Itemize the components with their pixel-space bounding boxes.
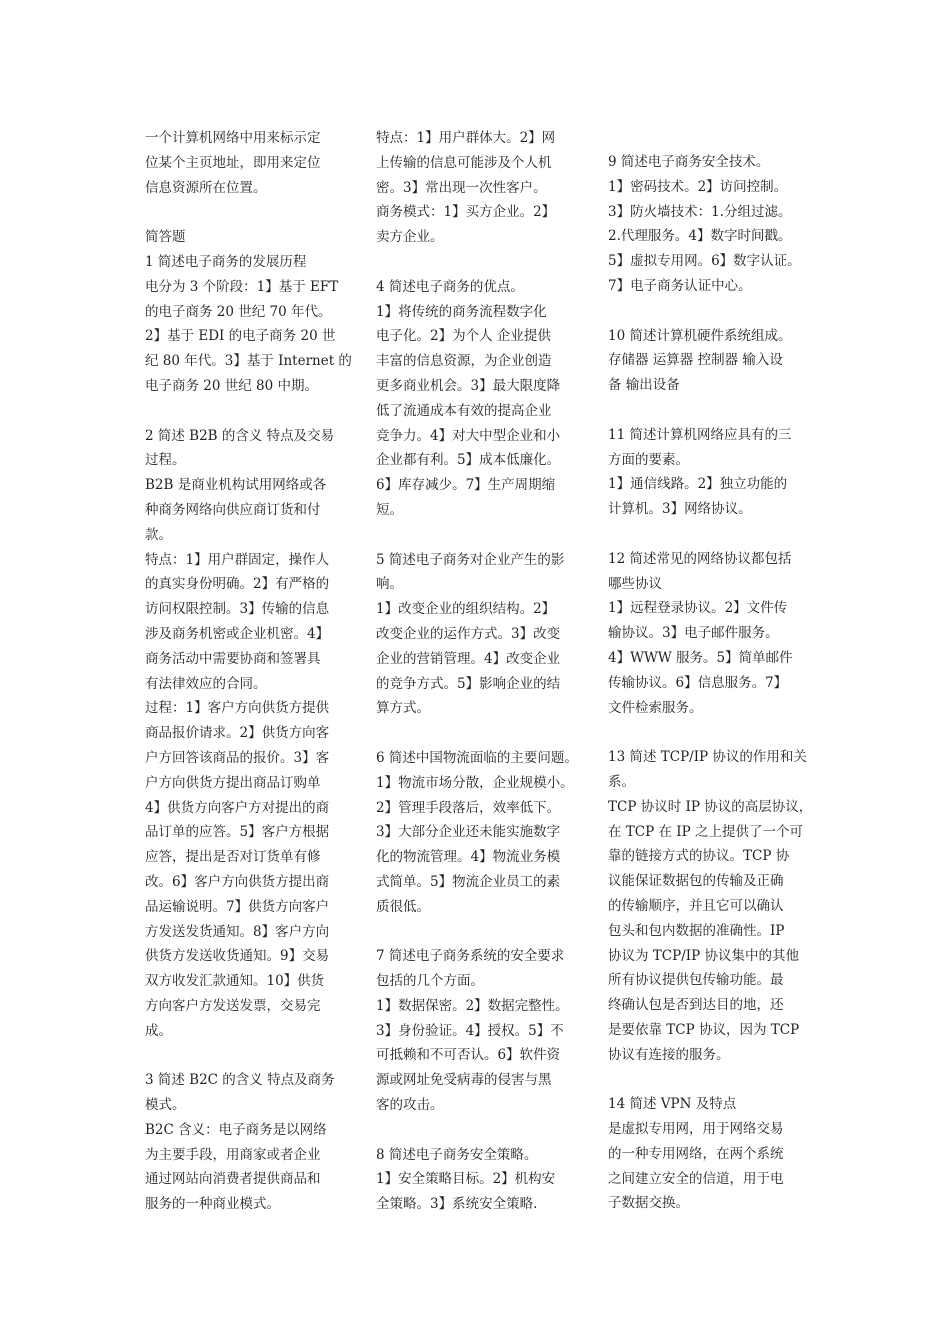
text-line: 协议有连接的服务。 <box>608 1046 730 1063</box>
text-line: 通过网站向消费者提供商品和 <box>145 1171 321 1188</box>
text-line: 户方回答该商品的报价。3】客 <box>145 749 330 766</box>
text-line: 电分为 3 个阶段：1】基于 EFT <box>145 278 339 295</box>
paragraph-gap <box>376 721 586 746</box>
text-line: 全策略。3】系统安全策略. <box>376 1196 538 1213</box>
text-line: 3】大部分企业还未能实施数字 <box>376 824 561 841</box>
text-line: 2.代理服务。4】数字时间戳。 <box>608 228 792 245</box>
text-line: 访问权限控制。3】传输的信息 <box>145 601 330 618</box>
text-line: 是要依靠 TCP 协议，因为 TCP <box>608 1021 800 1038</box>
text-line: 系。 <box>608 773 635 790</box>
text-line: 14 简述 VPN 及特点 <box>608 1096 737 1113</box>
text-line: 包括的几个方面。 <box>376 973 484 990</box>
text-line: 款。 <box>145 526 172 543</box>
text-line: 输协议。3】电子邮件服务。 <box>608 625 779 642</box>
text-line: 5】虚拟专用网。6】数字认证。 <box>608 253 801 270</box>
text-line: 1】将传统的商务流程数字化 <box>376 303 547 320</box>
text-line: 的电子商务 20 世纪 70 年代。 <box>145 303 332 320</box>
text-line: 企业的营销管理。4】改变企业 <box>376 650 561 667</box>
paragraph-gap <box>376 920 586 945</box>
text-line: 品订单的应答。5】客户方根据 <box>145 824 330 841</box>
text-line: 过程。 <box>145 452 186 469</box>
text-line: 服务的一种商业模式。 <box>145 1196 280 1213</box>
text-line: 密。3】常出现一次性客户。 <box>376 179 547 196</box>
text-line: TCP 协议时 IP 协议的高层协议， <box>608 798 813 815</box>
text-line: 源或网址免受病毒的侵害与黑 <box>376 1072 552 1089</box>
text-line: 2】基于 EDI 的电子商务 20 世 <box>145 328 336 345</box>
paragraph-gap <box>145 1043 345 1068</box>
text-line: 1】安全策略目标。2】机构安 <box>376 1171 556 1188</box>
text-line: 户方向供货方提出商品订购单 <box>145 774 321 791</box>
text-line: 信息资源所在位置。 <box>145 179 267 196</box>
text-line: 特点：1】用户群体大。2】网 <box>376 130 556 146</box>
paragraph-gap <box>376 250 586 275</box>
text-line: 短。 <box>376 501 403 518</box>
text-line: 协议为 TCP/IP 协议集中的其他 <box>608 947 799 964</box>
text-line: B2B 是商业机构试用网络或各 <box>145 477 327 494</box>
text-line: 在 TCP 在 IP 之上提供了一个可 <box>608 823 803 840</box>
text-line: 卖方企业。 <box>376 229 444 246</box>
text-line: 商品报价请求。2】供货方向客 <box>145 725 330 742</box>
text-line: 1 简述电子商务的发展历程 <box>145 253 307 270</box>
paragraph-gap <box>376 523 586 548</box>
paragraph-gap <box>376 1118 586 1143</box>
text-line: 6】库存减少。7】生产周期缩 <box>376 477 556 494</box>
text-line: 8 简述电子商务安全策略。 <box>376 1146 538 1163</box>
text-line: 丰富的信息资源，为企业创造 <box>376 353 552 370</box>
text-line: 可抵赖和不可否认。6】软件资 <box>376 1047 561 1064</box>
text-line: 6 简述中国物流面临的主要问题。 <box>376 749 578 766</box>
text-line: 的真实身份明确。2】有严格的 <box>145 576 330 593</box>
text-line: 的一种专用网络，在两个系统 <box>608 1145 784 1162</box>
text-line: 1】物流市场分散，企业规模小。 <box>376 774 574 791</box>
text-line: 12 简述常见的网络协议都包括 <box>608 550 792 567</box>
text-line: 算方式。 <box>376 700 430 717</box>
text-line: 1】密码技术。2】访问控制。 <box>608 178 788 195</box>
text-line: 成。 <box>145 1022 172 1039</box>
text-line: 响。 <box>376 576 403 593</box>
text-line: 供货方发送收货通知。9】交易 <box>145 948 330 965</box>
text-line: 的竞争方式。5】影响企业的结 <box>376 675 561 692</box>
text-line: 有法律效应的合同。 <box>145 675 267 692</box>
text-line: 文件检索服务。 <box>608 699 703 716</box>
text-line: 3】身份验证。4】授权。5】不 <box>376 1022 564 1039</box>
text-line: 9 简述电子商务安全技术。 <box>608 154 770 170</box>
text-line: 过程：1】客户方向供货方提供 <box>145 700 330 717</box>
text-line: 备 输出设备 <box>608 377 680 394</box>
paragraph-gap <box>608 720 820 745</box>
text-line: 商务活动中需要协商和签署具 <box>145 650 321 667</box>
text-line: 7 简述电子商务系统的安全要求 <box>376 948 565 965</box>
text-line: 特点：1】用户群固定，操作人 <box>145 551 330 568</box>
text-line: 4】供货方向客户方对提出的商 <box>145 799 330 816</box>
text-line: 涉及商务机密或企业机密。4】 <box>145 625 330 642</box>
text-column-3 <box>608 150 820 1216</box>
text-line: 之间建立安全的信道，用于电 <box>608 1170 784 1187</box>
text-line: 2 简述 B2B 的含义 特点及交易 <box>145 427 335 444</box>
text-line: 13 简述 TCP/IP 协议的作用和关 <box>608 749 807 766</box>
text-line: 位某个主页地址，即用来定位 <box>145 154 321 171</box>
text-line: 上传输的信息可能涉及个人机 <box>376 154 552 171</box>
text-line: 品运输说明。7】供货方向客户 <box>145 898 330 915</box>
text-line: 客的攻击。 <box>376 1097 444 1114</box>
text-line: 企业都有利。5】成本低廉化。 <box>376 452 561 469</box>
text-line: 1】远程登录协议。2】文件传 <box>608 600 788 617</box>
text-line: 低了流通成本有效的提高企业 <box>376 402 552 419</box>
paragraph-gap <box>608 398 820 423</box>
text-line: 改。6】客户方向供货方提出商 <box>145 873 330 890</box>
text-line: 1】改变企业的组织结构。2】 <box>376 601 556 618</box>
text-line: 哪些协议 <box>608 575 662 592</box>
text-line: 种商务网络向供应商订货和付 <box>145 501 321 518</box>
text-line: 3】防火墙技术：1.分组过滤。 <box>608 203 792 220</box>
text-line: 纪 80 年代。3】基于 Internet 的 <box>145 353 352 370</box>
text-line: 电子商务 20 世纪 80 中期。 <box>145 377 319 394</box>
text-line: 双方收发汇款通知。10】供货 <box>145 973 325 990</box>
text-line: 方向客户方发送发票，交易完 <box>145 997 321 1014</box>
text-line: 4】WWW 服务。5】简单邮件 <box>608 649 793 666</box>
text-line: 竞争力。4】对大中型企业和小 <box>376 427 561 444</box>
text-line: 应答，提出是否对订货单有修 <box>145 849 321 866</box>
text-line: 化的物流管理。4】物流业务模 <box>376 849 561 866</box>
text-line: 方面的要素。 <box>608 451 689 468</box>
paragraph-gap <box>608 299 820 324</box>
text-column-2 <box>376 126 586 1217</box>
text-line: B2C 含义：电子商务是以网络 <box>145 1121 327 1138</box>
text-line: 是虚拟专用网，用于网络交易 <box>608 1121 784 1138</box>
text-line: 改变企业的运作方式。3】改变 <box>376 625 561 642</box>
text-line: 议能保证数据包的传输及正确 <box>608 873 784 890</box>
text-line: 模式。 <box>145 1097 186 1114</box>
text-line: 计算机。3】网络协议。 <box>608 501 752 518</box>
text-line: 终确认包是否到达目的地，还 <box>608 997 784 1014</box>
text-line: 靠的链接方式的协议。TCP 协 <box>608 848 790 865</box>
text-line: 所有协议提供包传输功能。最 <box>608 972 784 989</box>
text-line: 存储器 运算器 控制器 输入设 <box>608 352 783 369</box>
text-line: 商务模式：1】买方企业。2】 <box>376 204 556 221</box>
text-line: 简答题 <box>145 229 186 246</box>
text-line: 传输协议。6】信息服务。7】 <box>608 674 788 691</box>
text-line: 包头和包内数据的准确性。IP <box>608 922 785 939</box>
text-line: 一个计算机网络中用来标示定 <box>145 130 321 146</box>
text-line: 4 简述电子商务的优点。 <box>376 278 524 295</box>
text-line: 电子化。2】为个人 企业提供 <box>376 328 551 345</box>
paragraph-gap <box>608 1067 820 1092</box>
paragraph-gap <box>145 399 345 424</box>
text-line: 3 简述 B2C 的含义 特点及商务 <box>145 1072 335 1089</box>
text-line: 1】数据保密。2】数据完整性。 <box>376 997 569 1014</box>
paragraph-gap <box>145 200 345 225</box>
text-line: 更多商业机会。3】最大限度降 <box>376 377 561 394</box>
text-line: 方发送发货通知。8】客户方向 <box>145 923 330 940</box>
text-line: 11 简述计算机网络应具有的三 <box>608 426 792 443</box>
text-column-1 <box>145 126 352 1217</box>
text-line: 质很低。 <box>376 898 430 915</box>
text-line: 1】通信线路。2】独立功能的 <box>608 476 788 493</box>
text-line: 2】管理手段落后，效率低下。 <box>376 799 561 816</box>
text-line: 5 简述电子商务对企业产生的影 <box>376 551 565 568</box>
text-line: 10 简述计算机硬件系统组成。 <box>608 327 792 344</box>
text-line: 7】电子商务认证中心。 <box>608 277 752 294</box>
text-line: 式简单。5】物流企业员工的素 <box>376 873 561 890</box>
text-line: 子数据交换。 <box>608 1195 689 1212</box>
text-line: 为主要手段，用商家或者企业 <box>145 1146 321 1163</box>
paragraph-gap <box>608 522 820 547</box>
text-line: 的传输顺序，并且它可以确认 <box>608 897 784 914</box>
